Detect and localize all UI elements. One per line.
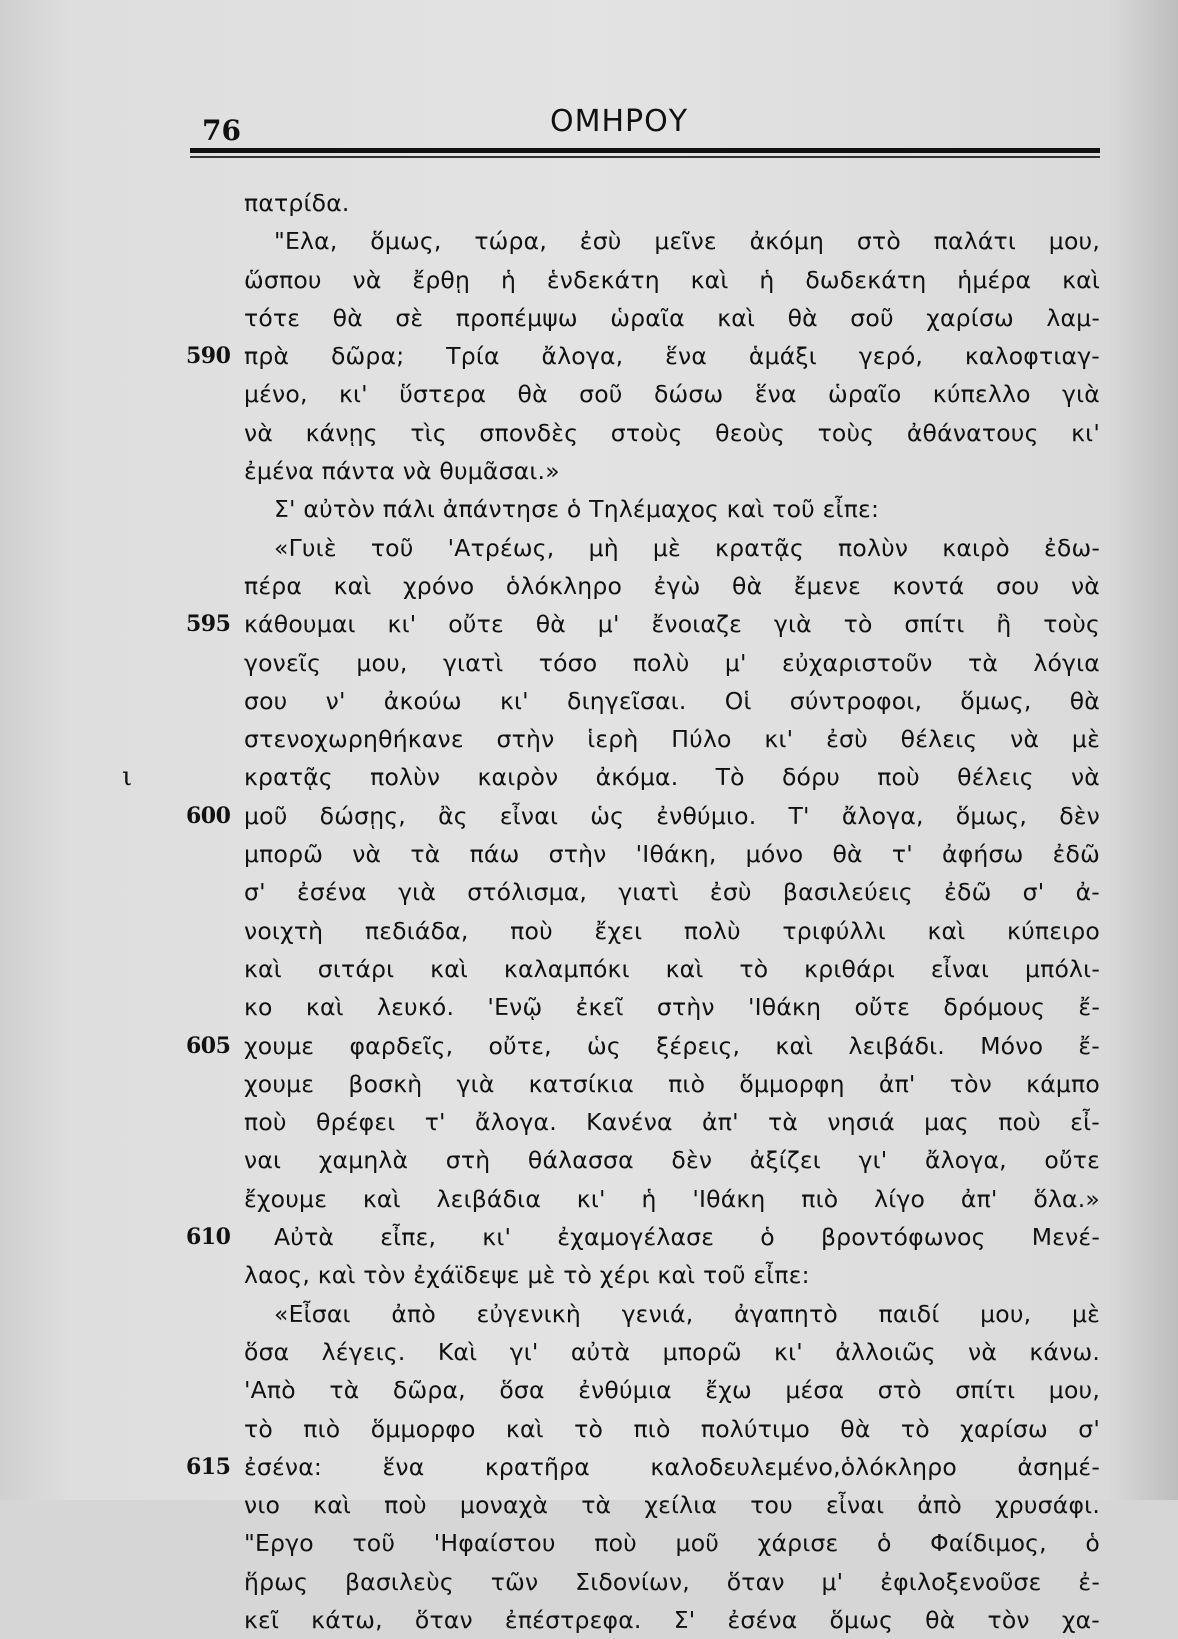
text-line xyxy=(244,1333,1100,1371)
line-text: κάθουμαι κι' οὔτε θὰ μ' ἔνοιαζε γιὰ τὸ σπίτι ἢ τοὺς xyxy=(244,610,1100,639)
line-text: ἔχουμε καὶ λειβάδια κι' ἡ 'Ιθάκη πιὸ λίγο ἀπ' ὅλα.» xyxy=(244,1184,1100,1213)
line-text: Αὐτὰ εἶπε, κι' ἐχαμογέλασε ὁ βροντόφωνος Μενέ- xyxy=(274,1223,1100,1252)
text-line xyxy=(244,1410,1100,1448)
line-text: ποὺ θρέφει τ' ἄλογα. Κανένα ἀπ' τὰ νησιά μας ποὺ εἶ- xyxy=(244,1108,1100,1137)
text-line xyxy=(244,988,1100,1026)
header-rule-thin xyxy=(190,156,1100,158)
text-line xyxy=(244,1563,1100,1601)
line-text: στενοχωρηθήκανε στὴν ἱερὴ Πύλο κι' ἐσὺ θέλεις νὰ μὲ xyxy=(244,725,1100,754)
text-line xyxy=(244,682,1100,720)
line-text: σ' ἐσένα γιὰ στόλισμα, γιατὶ ἐσὺ βασιλεύεις ἐδῶ σ' ἀ- xyxy=(244,878,1100,907)
line-text: μοῦ δώσῃς, ἂς εἶναι ὡς ἐνθύμιο. Τ' ἄλογα, ὅμως, δὲν xyxy=(244,801,1100,830)
line-text: λαος, καὶ τὸν ἐχάϊδεψε μὲ τὸ χέρι καὶ τοῦ εἶπε: xyxy=(244,1261,810,1290)
line-text: ἐσένα: ἕνα κρατῆρα καλοδευλεμένο,ὁλόκληρο ἀσημέ- xyxy=(244,1452,1100,1481)
line-text: Σ' αὐτὸν πάλι ἀπάντησε ὁ Τηλέμαχος καὶ τοῦ εἶπε: xyxy=(274,495,880,524)
line-text: τὸ πιὸ ὅμμορφο καὶ τὸ πιὸ πολύτιμο θὰ τὸ χαρίσω σ' xyxy=(244,1414,1100,1443)
line-text: "Εργο τοῦ 'Ηφαίστου ποὺ μοῦ χάρισε ὁ Φαίδιμος, ὁ xyxy=(244,1529,1100,1558)
line-text: ὅσα λέγεις. Καὶ γι' αὐτὰ μπορῶ κι' ἀλλοιῶς νὰ κάνω. xyxy=(244,1337,1100,1366)
text-line xyxy=(244,414,1100,452)
text-line xyxy=(244,873,1100,911)
text-line xyxy=(244,299,1100,337)
text-line xyxy=(244,1371,1100,1409)
text-line xyxy=(186,605,1100,643)
line-text: νοιχτὴ πεδιάδα, ποὺ ἔχει πολὺ τριφύλλι καὶ κύπειρο xyxy=(244,916,1100,945)
line-text: "Ελα, ὅμως, τώρα, ἐσὺ μεῖνε ἀκόμη στὸ παλάτι μου, xyxy=(274,227,1100,256)
line-text: 'Απὸ τὰ δῶρα, ὅσα ἐνθύμια ἔχω μέσα στὸ σπίτι μου, xyxy=(244,1376,1100,1405)
text-line xyxy=(244,720,1100,758)
line-number: 595 xyxy=(186,611,231,638)
text-line xyxy=(244,490,1100,528)
text-line xyxy=(244,452,1100,490)
text-line xyxy=(244,912,1100,950)
text-line xyxy=(186,1027,1100,1065)
line-text: χουμε φαρδεῖς, οὔτε, ὡς ξέρεις, καὶ λειβάδι. Μόνο ἔ- xyxy=(244,1031,1100,1060)
running-title: ΟΜΗΡΟΥ xyxy=(550,104,689,139)
line-text: πρὰ δῶρα; Τρία ἄλογα, ἕνα ἁμάξι γερό, καλοφτιαγ- xyxy=(244,342,1100,371)
text-line xyxy=(244,1180,1100,1218)
page-number: 76 xyxy=(202,114,241,147)
text-line xyxy=(244,567,1100,605)
text-line xyxy=(244,222,1100,260)
text-line xyxy=(244,184,1100,222)
line-text: ἥρως βασιλεὺς τῶν Σιδονίων, ὅταν μ' ἐφιλοξενοῦσε ἐ- xyxy=(244,1567,1100,1596)
text-line xyxy=(244,1065,1100,1103)
text-line xyxy=(186,1218,1100,1256)
text-line xyxy=(244,1486,1100,1524)
line-text: ἐμένα πάντα νὰ θυμᾶσαι.» xyxy=(244,457,560,486)
text-line xyxy=(244,1601,1100,1639)
text-line xyxy=(244,644,1100,682)
text-line xyxy=(244,1256,1100,1294)
line-text: καὶ σιτάρι καὶ καλαμπόκι καὶ τὸ κριθάρι εἶναι μπόλι- xyxy=(244,954,1100,983)
line-number: 610 xyxy=(186,1224,231,1251)
line-text: μπορῶ νὰ τὰ πάω στὴν 'Ιθάκη, μόνο θὰ τ' ἀφήσω ἐδῶ xyxy=(244,840,1100,869)
line-text: «Εἶσαι ἀπὸ εὐγενικὴ γενιά, ἀγαπητὸ παιδί μου, μὲ xyxy=(274,1299,1100,1328)
text-line xyxy=(244,375,1100,413)
line-text: τότε θὰ σὲ προπέμψω ὡραῖα καὶ θὰ σοῦ χαρίσω λαμ- xyxy=(244,303,1100,332)
text-line xyxy=(244,529,1100,567)
text-line xyxy=(244,950,1100,988)
body-text xyxy=(186,184,1100,1639)
line-number: 615 xyxy=(186,1453,231,1480)
line-text: ναι χαμηλὰ στὴ θάλασσα δὲν ἀξίζει γι' ἄλογα, οὔτε xyxy=(244,1146,1100,1175)
line-text: μένο, κι' ὕστερα θὰ σοῦ δώσω ἕνα ὡραῖο κύπελλο γιὰ xyxy=(244,380,1100,409)
line-text: πατρίδα. xyxy=(244,189,350,217)
line-text: σου ν' ἀκούω κι' διηγεῖσαι. Οἱ σύντροφοι, ὅμως, θὰ xyxy=(244,686,1100,715)
line-number: 600 xyxy=(186,802,231,829)
line-text: κο καὶ λευκό. 'Ενῷ ἐκεῖ στὴν 'Ιθάκη οὔτε δρόμους ἔ- xyxy=(244,993,1100,1022)
text-line xyxy=(186,797,1100,835)
line-text: χουμε βοσκὴ γιὰ κατσίκια πιὸ ὅμμορφη ἀπ' τὸν κάμπο xyxy=(244,1069,1100,1098)
text-line xyxy=(244,1295,1100,1333)
text-line xyxy=(186,1448,1100,1486)
margin-mark: ι xyxy=(122,762,133,792)
line-text: νὰ κάνῃς τὶς σπονδὲς στοὺς θεοὺς τοὺς ἀθάνατους κι' xyxy=(244,418,1100,447)
page-header xyxy=(190,96,1100,156)
line-number: 590 xyxy=(186,343,231,370)
header-rule xyxy=(190,148,1100,153)
line-text: γονεῖς μου, γιατὶ τόσο πολὺ μ' εὐχαριστοῦν τὰ λόγια xyxy=(244,648,1100,677)
text-line xyxy=(244,261,1100,299)
text-line xyxy=(244,758,1100,796)
text-line xyxy=(186,337,1100,375)
line-text: κεῖ κάτω, ὅταν ἐπέστρεφα. Σ' ἐσένα ὅμως θὰ τὸν χα- xyxy=(244,1605,1100,1634)
line-text: κρατᾷς πολὺν καιρὸν ἀκόμα. Τὸ δόρυ ποὺ θέλεις νὰ xyxy=(244,763,1100,792)
line-text: «Γυιὲ τοῦ 'Ατρέως, μὴ μὲ κρατᾷς πολὺν καιρὸ ἐδω- xyxy=(274,533,1100,562)
text-line xyxy=(244,835,1100,873)
line-number: 605 xyxy=(186,1032,231,1059)
text-line xyxy=(244,1141,1100,1179)
line-text: ὥσπου νὰ ἔρθῃ ἡ ἑνδεκάτη καὶ ἡ δωδεκάτη ἡμέρα καὶ xyxy=(244,265,1100,294)
line-text: νιο καὶ ποὺ μοναχὰ τὰ χείλια του εἶναι ἀπὸ χρυσάφι. xyxy=(244,1491,1100,1520)
line-text: πέρα καὶ χρόνο ὁλόκληρο ἐγὼ θὰ ἔμενε κοντά σου νὰ xyxy=(244,571,1100,600)
text-line xyxy=(244,1524,1100,1562)
text-line xyxy=(244,1103,1100,1141)
